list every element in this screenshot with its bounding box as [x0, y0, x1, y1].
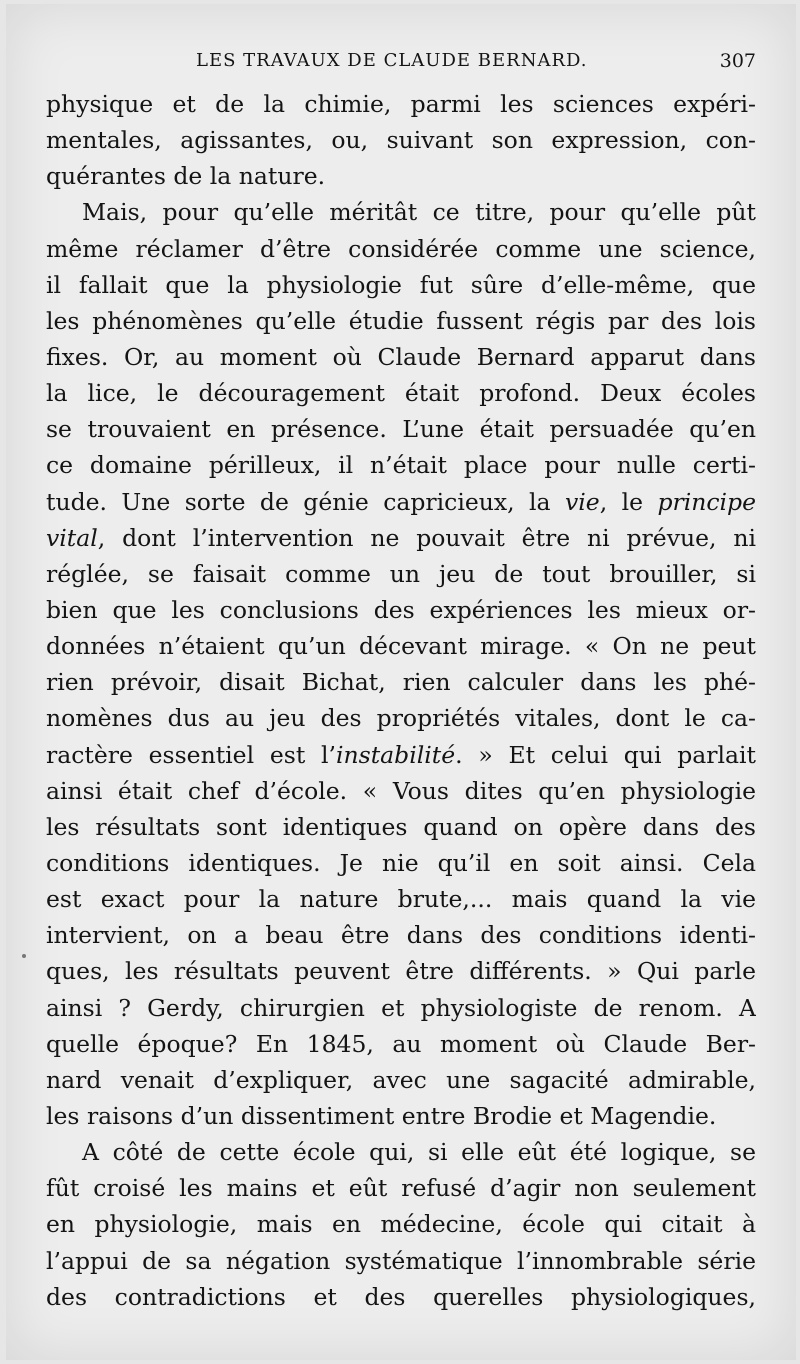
- text-line: il fallait que la physiologie fut sûre d’elle-même, que: [46, 270, 756, 299]
- page-number: 307: [719, 50, 756, 72]
- text-line: vital, dont l’intervention ne pouvait être ni prévue, ni: [46, 523, 756, 552]
- text-line: A côté de cette école qui, si elle eût été logique, se: [82, 1138, 756, 1167]
- text-line: en physiologie, mais en médecine, école qui citait à: [46, 1210, 756, 1239]
- text-line: quérantes de la nature.: [46, 162, 326, 191]
- text-line: ce domaine périlleux, il n’était place pour nulle certi-: [46, 451, 756, 480]
- text-line: ques, les résultats peuvent être différents. » Qui parle: [46, 957, 756, 986]
- text-line: réglée, se faisait comme un jeu de tout brouiller, si: [46, 559, 756, 588]
- text-line: est exact pour la nature brute,... mais quand la vie: [46, 885, 756, 914]
- text-line: tude. Une sorte de génie capricieux, la vie, le principe: [46, 487, 756, 516]
- text-line: ractère essentiel est l’instabilité. » Et celui qui parlait: [46, 740, 756, 769]
- text-line: des contradictions et des querelles physiologiques,: [46, 1282, 756, 1311]
- text-line: fixes. Or, au moment où Claude Bernard apparut dans: [46, 342, 756, 371]
- text-line: les raisons d’un dissentiment entre Brodie et Magendie.: [46, 1101, 717, 1130]
- text-line: intervient, on a beau être dans des conditions identi-: [46, 921, 756, 950]
- text-line: Mais, pour qu’elle méritât ce titre, pour qu’elle pût: [82, 198, 756, 227]
- text-line: quelle époque? En 1845, au moment où Claude Ber-: [46, 1029, 756, 1058]
- text-line: physique et de la chimie, parmi les sciences expéri-: [46, 90, 756, 118]
- text-line: conditions identiques. Je nie qu’il en soit ainsi. Cela: [46, 848, 756, 877]
- book-page: [6, 4, 796, 1360]
- page-header: [6, 50, 796, 80]
- text-line: les phénomènes qu’elle étudie fussent régis par des lois: [46, 306, 756, 335]
- text-line: se trouvaient en présence. L’une était persuadée qu’en: [46, 415, 756, 444]
- text-line: même réclamer d’être considérée comme une science,: [46, 234, 756, 263]
- body-text: [46, 86, 756, 1315]
- text-line: bien que les conclusions des expériences les mieux or-: [46, 595, 756, 624]
- text-line: la lice, le découragement était profond. Deux écoles: [46, 379, 756, 408]
- text-line: rien prévoir, disait Bichat, rien calculer dans les phé-: [46, 668, 756, 697]
- text-line: fût croisé les mains et eût refusé d’agir non seulement: [46, 1174, 756, 1203]
- text-line: ainsi était chef d’école. « Vous dites qu’en physiologie: [46, 776, 756, 805]
- text-line: nomènes dus au jeu des propriétés vitales, dont le ca-: [46, 704, 756, 733]
- text-line: les résultats sont identiques quand on opère dans des: [46, 812, 756, 841]
- text-line: l’appui de sa négation systématique l’innombrable série: [46, 1246, 756, 1275]
- text-line: mentales, agissantes, ou, suivant son expression, con-: [46, 126, 756, 155]
- text-line: nard venait d’expliquer, avec une sagacité admirable,: [46, 1065, 756, 1094]
- running-title: LES TRAVAUX DE CLAUDE BERNARD.: [196, 50, 588, 71]
- paper-speck: [22, 954, 26, 958]
- text-line: ainsi ? Gerdy, chirurgien et physiologiste de renom. A: [46, 993, 756, 1022]
- text-line: données n’étaient qu’un décevant mirage. « On ne peut: [46, 632, 756, 661]
